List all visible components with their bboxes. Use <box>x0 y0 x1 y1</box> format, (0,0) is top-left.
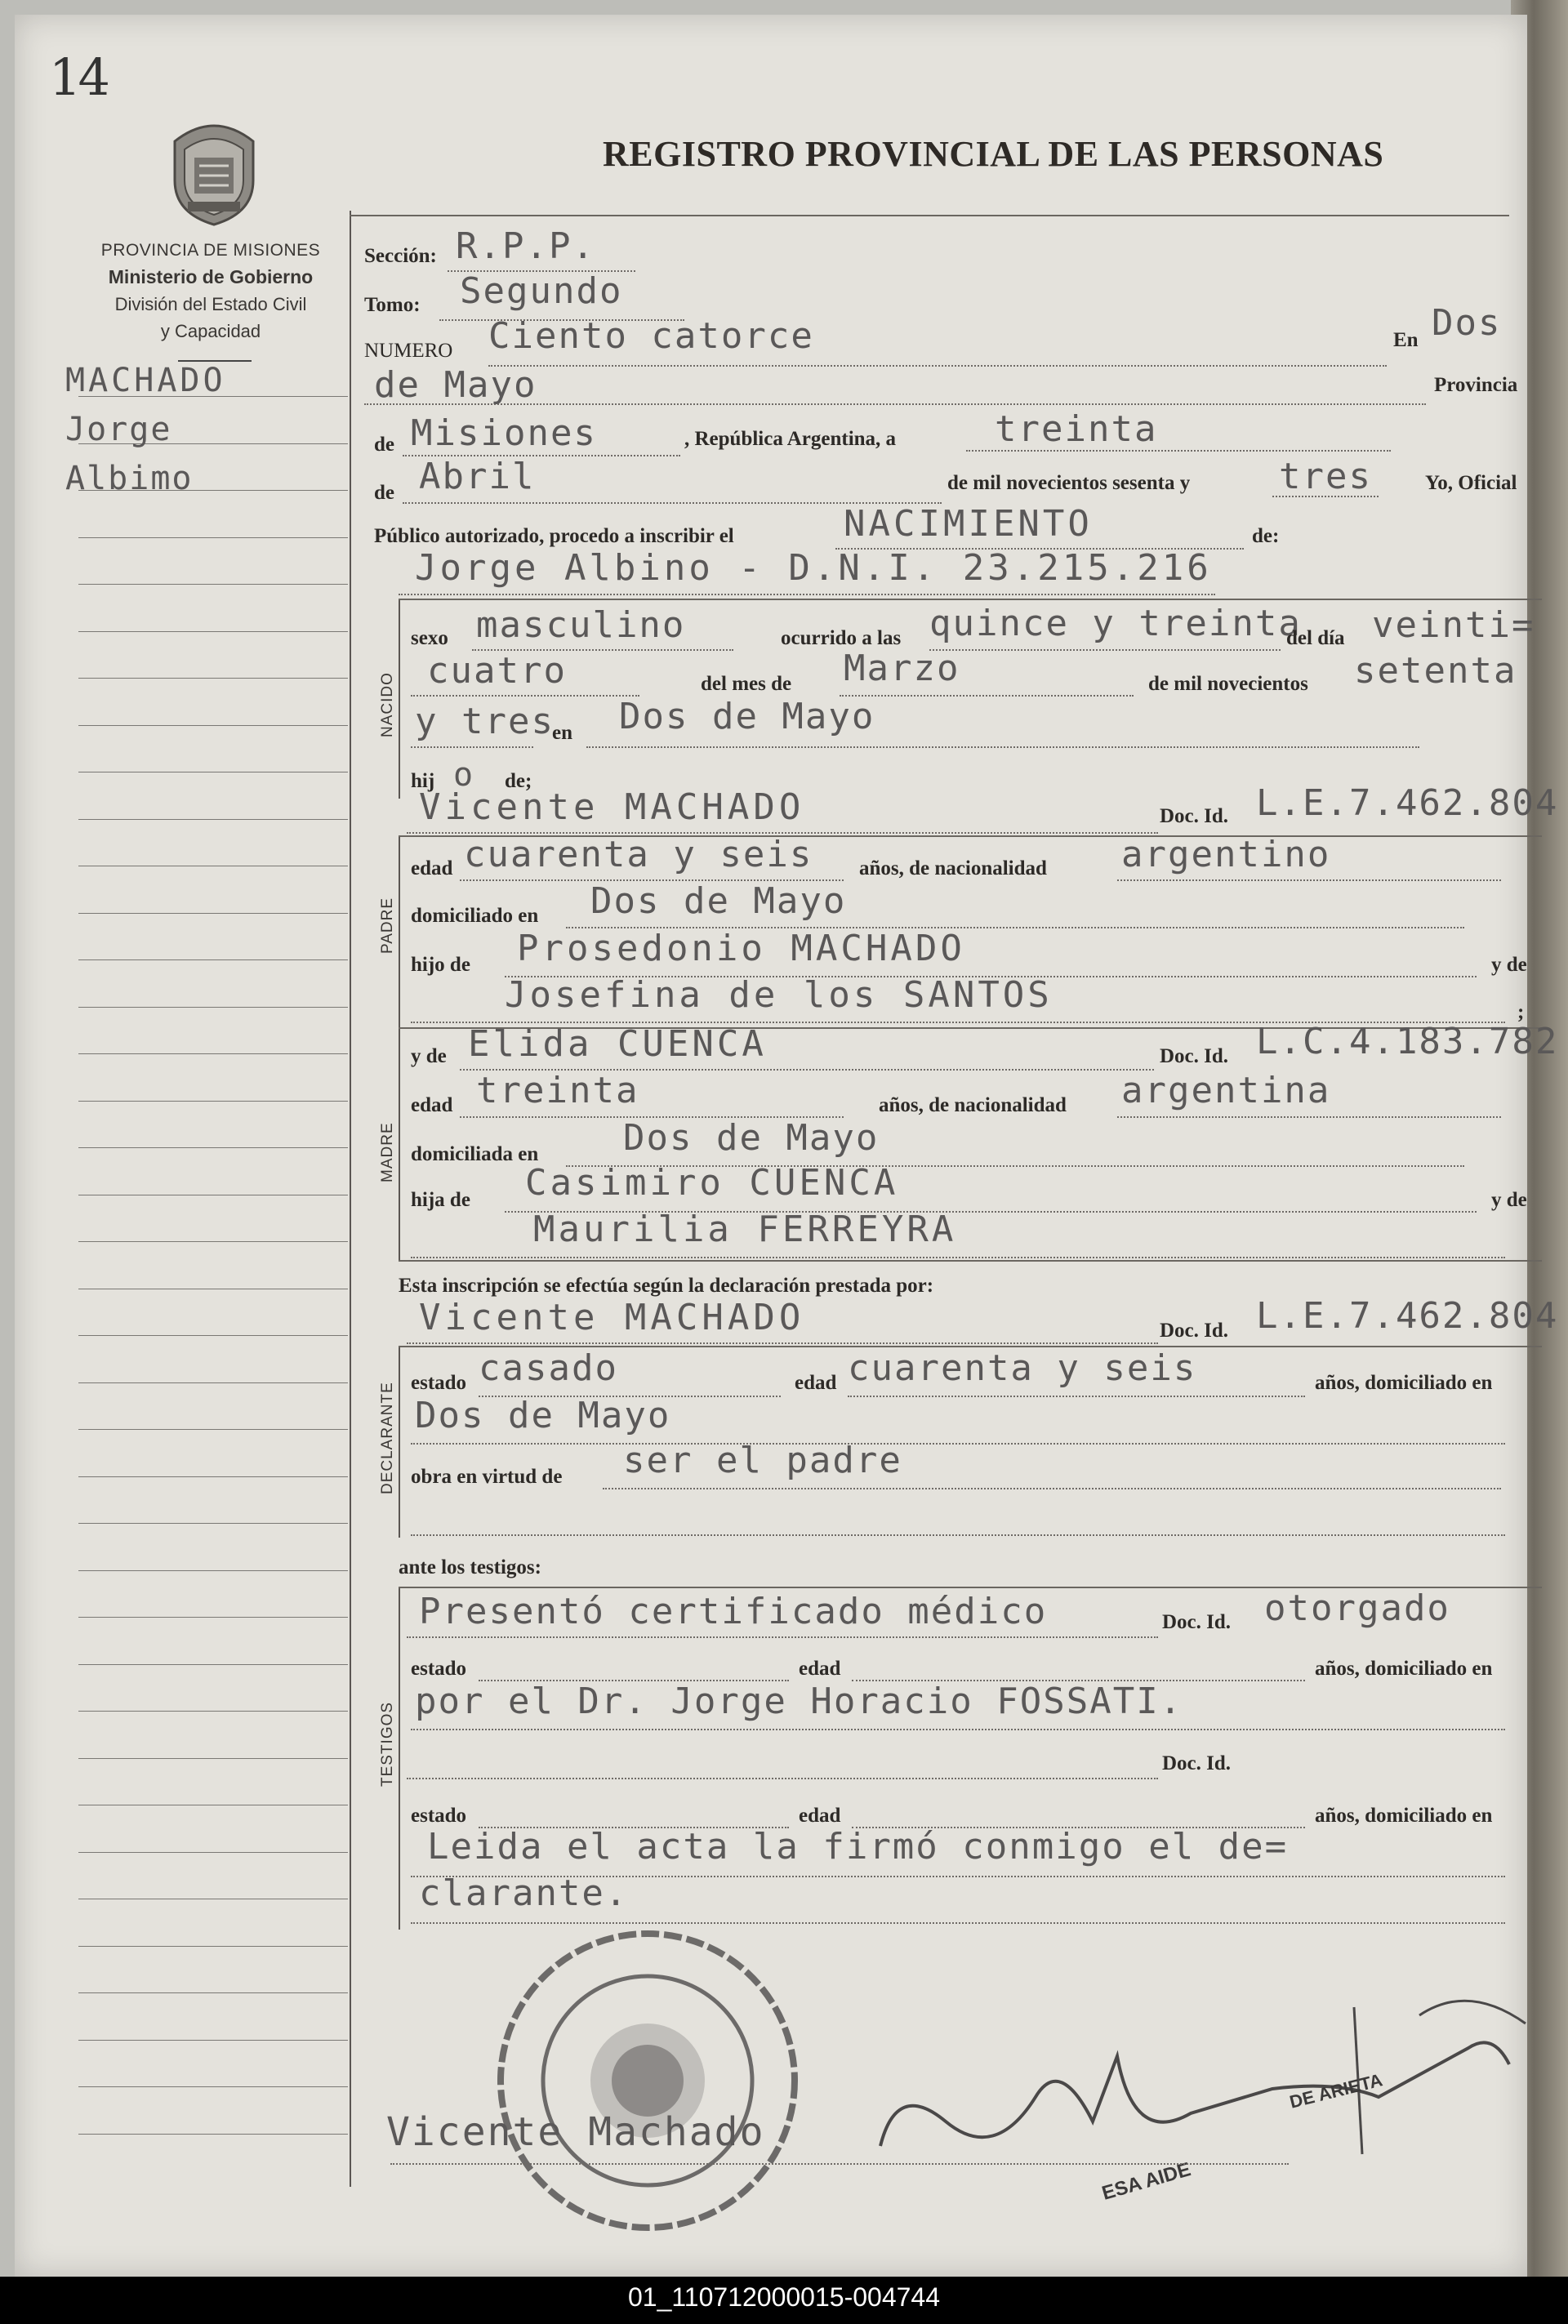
dia-nac-value-2: cuatro <box>427 650 567 692</box>
anio-nac-value-2: y tres <box>415 701 555 742</box>
en-lugar-label: en <box>552 722 572 744</box>
mes-value: Abril <box>419 456 536 497</box>
testigo-1-line <box>407 1636 1158 1638</box>
declarante-doc-value: L.E.7.462.804 <box>1256 1295 1559 1337</box>
margin-rule <box>78 584 348 585</box>
madre-dom-value: Dos de Mayo <box>623 1117 880 1159</box>
testigo-2-estado-label: estado <box>411 1805 467 1827</box>
yo-oficial-label: Yo, Oficial <box>1425 472 1517 494</box>
madre-value: Elida CUENCA <box>468 1023 767 1065</box>
margin-rule <box>78 913 348 914</box>
margin-rule <box>78 1992 348 1993</box>
nombre-line <box>399 593 1215 595</box>
official-stamp <box>488 1921 807 2240</box>
seccion-value: R.P.P. <box>456 225 595 267</box>
margin-rule <box>78 2086 348 2087</box>
nacido-side-label: NACIDO <box>379 672 396 737</box>
top-rule <box>350 215 1509 216</box>
en-label: En <box>1393 329 1419 351</box>
en-value: Dos <box>1432 302 1502 344</box>
de-label: de <box>374 434 394 456</box>
madre-hija-label: hija de <box>411 1189 470 1211</box>
semicolon-label: ; <box>1517 1001 1525 1023</box>
madre-doc-label: Doc. Id. <box>1160 1045 1229 1067</box>
margin-rule <box>78 725 348 726</box>
padre-edad-value: cuarenta y seis <box>464 834 813 875</box>
declarante-line <box>407 1342 1158 1344</box>
declarant-signature: Vicente Machado <box>386 2109 765 2155</box>
madre-dom-label: domiciliada en <box>411 1143 539 1165</box>
margin-middle-name: Albimo <box>65 460 194 497</box>
margin-rule <box>78 1335 348 1336</box>
margin-rule <box>78 1711 348 1712</box>
signature-line <box>390 2162 1289 2165</box>
margin-rule <box>78 1382 348 1383</box>
decl-anos-dom-label: años, domiciliado en <box>1315 1372 1493 1394</box>
margin-rule <box>78 1523 348 1524</box>
numero-label: NUMERO <box>364 340 453 362</box>
margin-rule <box>78 1617 348 1618</box>
padre-side-label: PADRE <box>379 897 396 954</box>
padre-nac-label: años, de nacionalidad <box>859 857 1047 879</box>
dia-nac-line <box>411 694 639 697</box>
decl-estado-label: estado <box>411 1372 467 1394</box>
decl-edad-value: cuarenta y seis <box>848 1347 1197 1389</box>
margin-rule <box>78 1241 348 1242</box>
nacido-border <box>399 599 400 799</box>
mil-nov-label: de mil novecientos <box>1148 673 1308 695</box>
padre-dom-value: Dos de Mayo <box>590 880 847 922</box>
nacido-top-rule <box>399 599 1542 600</box>
margin-rule <box>78 1101 348 1102</box>
stamp-text-aide: ESA AIDE <box>1099 2158 1194 2205</box>
testigo-2-value: por el Dr. Jorge Horacio FOSSATI. <box>415 1681 1183 1722</box>
issuing-authority <box>64 237 358 345</box>
document-title: REGISTRO PROVINCIAL DE LAS PERSONAS <box>603 134 1384 174</box>
madre-nac-label: años, de nacionalidad <box>879 1094 1067 1116</box>
hij-label: hij <box>411 770 435 792</box>
testigo-1-estado-label: estado <box>411 1658 467 1680</box>
obra-value: ser el padre <box>623 1440 902 1481</box>
testigos-border <box>399 1587 400 1930</box>
anio-nac-line <box>411 746 533 748</box>
sexo-label: sexo <box>411 627 448 649</box>
padre-dom-label: domiciliado en <box>411 905 539 927</box>
padre-y-de-label: y de <box>1491 954 1527 976</box>
stamp-text-arieta: DE ARIETA <box>1287 2069 1385 2113</box>
madre-nac-value: argentina <box>1121 1070 1331 1111</box>
madre-border <box>399 1027 400 1260</box>
tomo-label: Tomo: <box>364 294 421 316</box>
ministry-line: Ministerio de Gobierno <box>108 266 314 287</box>
declarante-value: Vicente MACHADO <box>419 1297 805 1338</box>
hora-line <box>929 648 1281 651</box>
madre-side-label: MADRE <box>379 1122 396 1182</box>
province-line: PROVINCIA DE MISIONES <box>100 241 321 260</box>
margin-rule <box>78 678 348 679</box>
madre-edad-label: edad <box>411 1094 453 1116</box>
padre-doc-value: L.E.7.462.804 <box>1256 782 1559 824</box>
decl-dom-value: Dos de Mayo <box>415 1395 671 1436</box>
decl-edad-label: edad <box>795 1372 837 1394</box>
margin-surname: MACHADO <box>65 362 226 399</box>
declarante-border <box>399 1346 400 1538</box>
testigos-side-label: TESTIGOS <box>379 1701 396 1787</box>
mil-sesenta-label: de mil novecientos sesenta y <box>947 472 1191 494</box>
lugar-nac-value: Dos de Mayo <box>619 696 875 737</box>
lugar-nac-line <box>586 746 1419 748</box>
mes-nac-value: Marzo <box>844 648 960 689</box>
padre-border <box>399 835 400 1027</box>
madre-y-de-label-2: y de <box>1491 1189 1527 1211</box>
madre-doc-value: L.C.4.183.782 <box>1256 1021 1559 1062</box>
testigo-2-name-line <box>407 1777 1158 1779</box>
decl-blank-line <box>411 1534 1505 1536</box>
decl-estado-value: casado <box>479 1347 618 1389</box>
tomo-value: Segundo <box>460 270 623 312</box>
provincia-value: Misiones <box>411 412 597 454</box>
dia-nac-value-1: veinti= <box>1372 604 1535 646</box>
padre-nac-value: argentino <box>1121 834 1331 875</box>
sexo-value: masculino <box>476 604 686 646</box>
de-label-2: de <box>374 482 394 504</box>
republica-label: , República Argentina, a <box>684 428 897 450</box>
ante-testigos-label: ante los testigos: <box>399 1556 541 1578</box>
testigo-1-doc-label: Doc. Id. <box>1162 1611 1232 1633</box>
seccion-label: Sección: <box>364 245 437 267</box>
margin-rule <box>78 1852 348 1853</box>
publico-label: Público autorizado, procedo a inscribir el <box>374 525 734 547</box>
leida-value-1: Leida el acta la firmó conmigo el de= <box>427 1826 1289 1868</box>
testigo-1-value: Presentó certificado médico <box>419 1591 1048 1632</box>
division-line: División del Estado Civil <box>114 294 307 314</box>
abuela-m-line <box>411 1256 1505 1258</box>
obra-line <box>603 1487 1501 1489</box>
lugar-value: de Mayo <box>374 364 537 406</box>
official-signature <box>848 1958 1550 2203</box>
margin-rule <box>78 1007 348 1008</box>
mes-nac-line <box>840 694 1134 697</box>
de-colon-label: de: <box>1252 525 1280 547</box>
esta-inscripcion-label: Esta inscripción se efectúa según la declaración prestada por: <box>399 1275 934 1297</box>
decl-edad-line <box>848 1395 1305 1397</box>
numero-value: Ciento catorce <box>488 315 814 357</box>
testigo-2-anos-label: años, domiciliado en <box>1315 1805 1493 1827</box>
margin-rule <box>78 959 348 960</box>
provincia-label: Provincia <box>1434 374 1518 396</box>
madre-y-de-label: y de <box>411 1045 447 1067</box>
margin-rule <box>78 819 348 820</box>
abuela-m-value: Maurilia FERREYRA <box>533 1209 957 1250</box>
margin-rule <box>78 1476 348 1477</box>
decl-dom-line <box>411 1442 1505 1445</box>
padre-doc-label: Doc. Id. <box>1160 805 1229 827</box>
testigo-2-doc-label: Doc. Id. <box>1162 1752 1232 1774</box>
margin-rule <box>78 631 348 632</box>
margin-rule <box>78 1053 348 1054</box>
leida-value-2: clarante. <box>419 1872 629 1914</box>
register-page <box>15 15 1559 2277</box>
abuela-p-value: Josefina de los SANTOS <box>505 974 1053 1016</box>
margin-rule <box>78 537 348 538</box>
margin-rule <box>78 2134 348 2135</box>
madre-edad-value: treinta <box>476 1070 639 1111</box>
del-dia-label: del día <box>1286 627 1345 649</box>
madre-nac-line <box>1117 1115 1501 1118</box>
anio-nac-value-1: setenta <box>1354 650 1517 692</box>
abuelo-m-value: Casimiro CUENCA <box>525 1162 899 1204</box>
numero-line <box>488 364 1387 367</box>
hij-de-label: de; <box>505 770 532 792</box>
image-caption: 01_110712000015-004744 <box>627 2282 940 2312</box>
margin-given-name: Jorge <box>65 411 172 448</box>
margin-rule <box>78 1570 348 1571</box>
nombre-value: Jorge Albino - D.N.I. 23.215.216 <box>415 547 1212 589</box>
padre-edad-label: edad <box>411 857 453 879</box>
margin-rule <box>78 1429 348 1430</box>
ocurrido-label: ocurrido a las <box>781 627 902 649</box>
hora-value: quince y treinta <box>929 603 1302 644</box>
del-mes-label: del mes de <box>701 673 792 695</box>
coat-of-arms-icon <box>163 117 265 226</box>
margin-rule <box>78 1758 348 1759</box>
anio-value: tres <box>1279 456 1372 497</box>
padre-nac-line <box>1117 879 1501 881</box>
dia-value: treinta <box>995 408 1158 450</box>
margin-rule <box>78 2040 348 2041</box>
declarante-doc-label: Doc. Id. <box>1160 1320 1229 1342</box>
declarante-side-label: DECLARANTE <box>379 1382 396 1494</box>
margin-rule <box>78 1147 348 1148</box>
obra-label: obra en virtud de <box>411 1466 563 1488</box>
madre-bottom-rule <box>399 1260 1542 1262</box>
testigo-1-anos-label: años, domiciliado en <box>1315 1658 1493 1680</box>
acto-value: NACIMIENTO <box>844 503 1093 545</box>
hij-suffix: o <box>453 756 475 794</box>
padre-value: Vicente MACHADO <box>419 786 805 828</box>
abuelo-p-value: Prosedonio MACHADO <box>517 928 965 969</box>
testigo-1-doc-value: otorgado <box>1264 1587 1450 1629</box>
padre-hijo-label: hijo de <box>411 954 470 976</box>
testigo-2-line <box>411 1728 1505 1730</box>
capacity-line: y Capacidad <box>160 321 261 341</box>
testigo-1-edad-label: edad <box>799 1658 841 1680</box>
page-number: 14 <box>49 47 107 107</box>
margin-rule <box>78 1664 348 1665</box>
margin-rule <box>78 1946 348 1947</box>
testigo-2-edad-label: edad <box>799 1805 841 1827</box>
